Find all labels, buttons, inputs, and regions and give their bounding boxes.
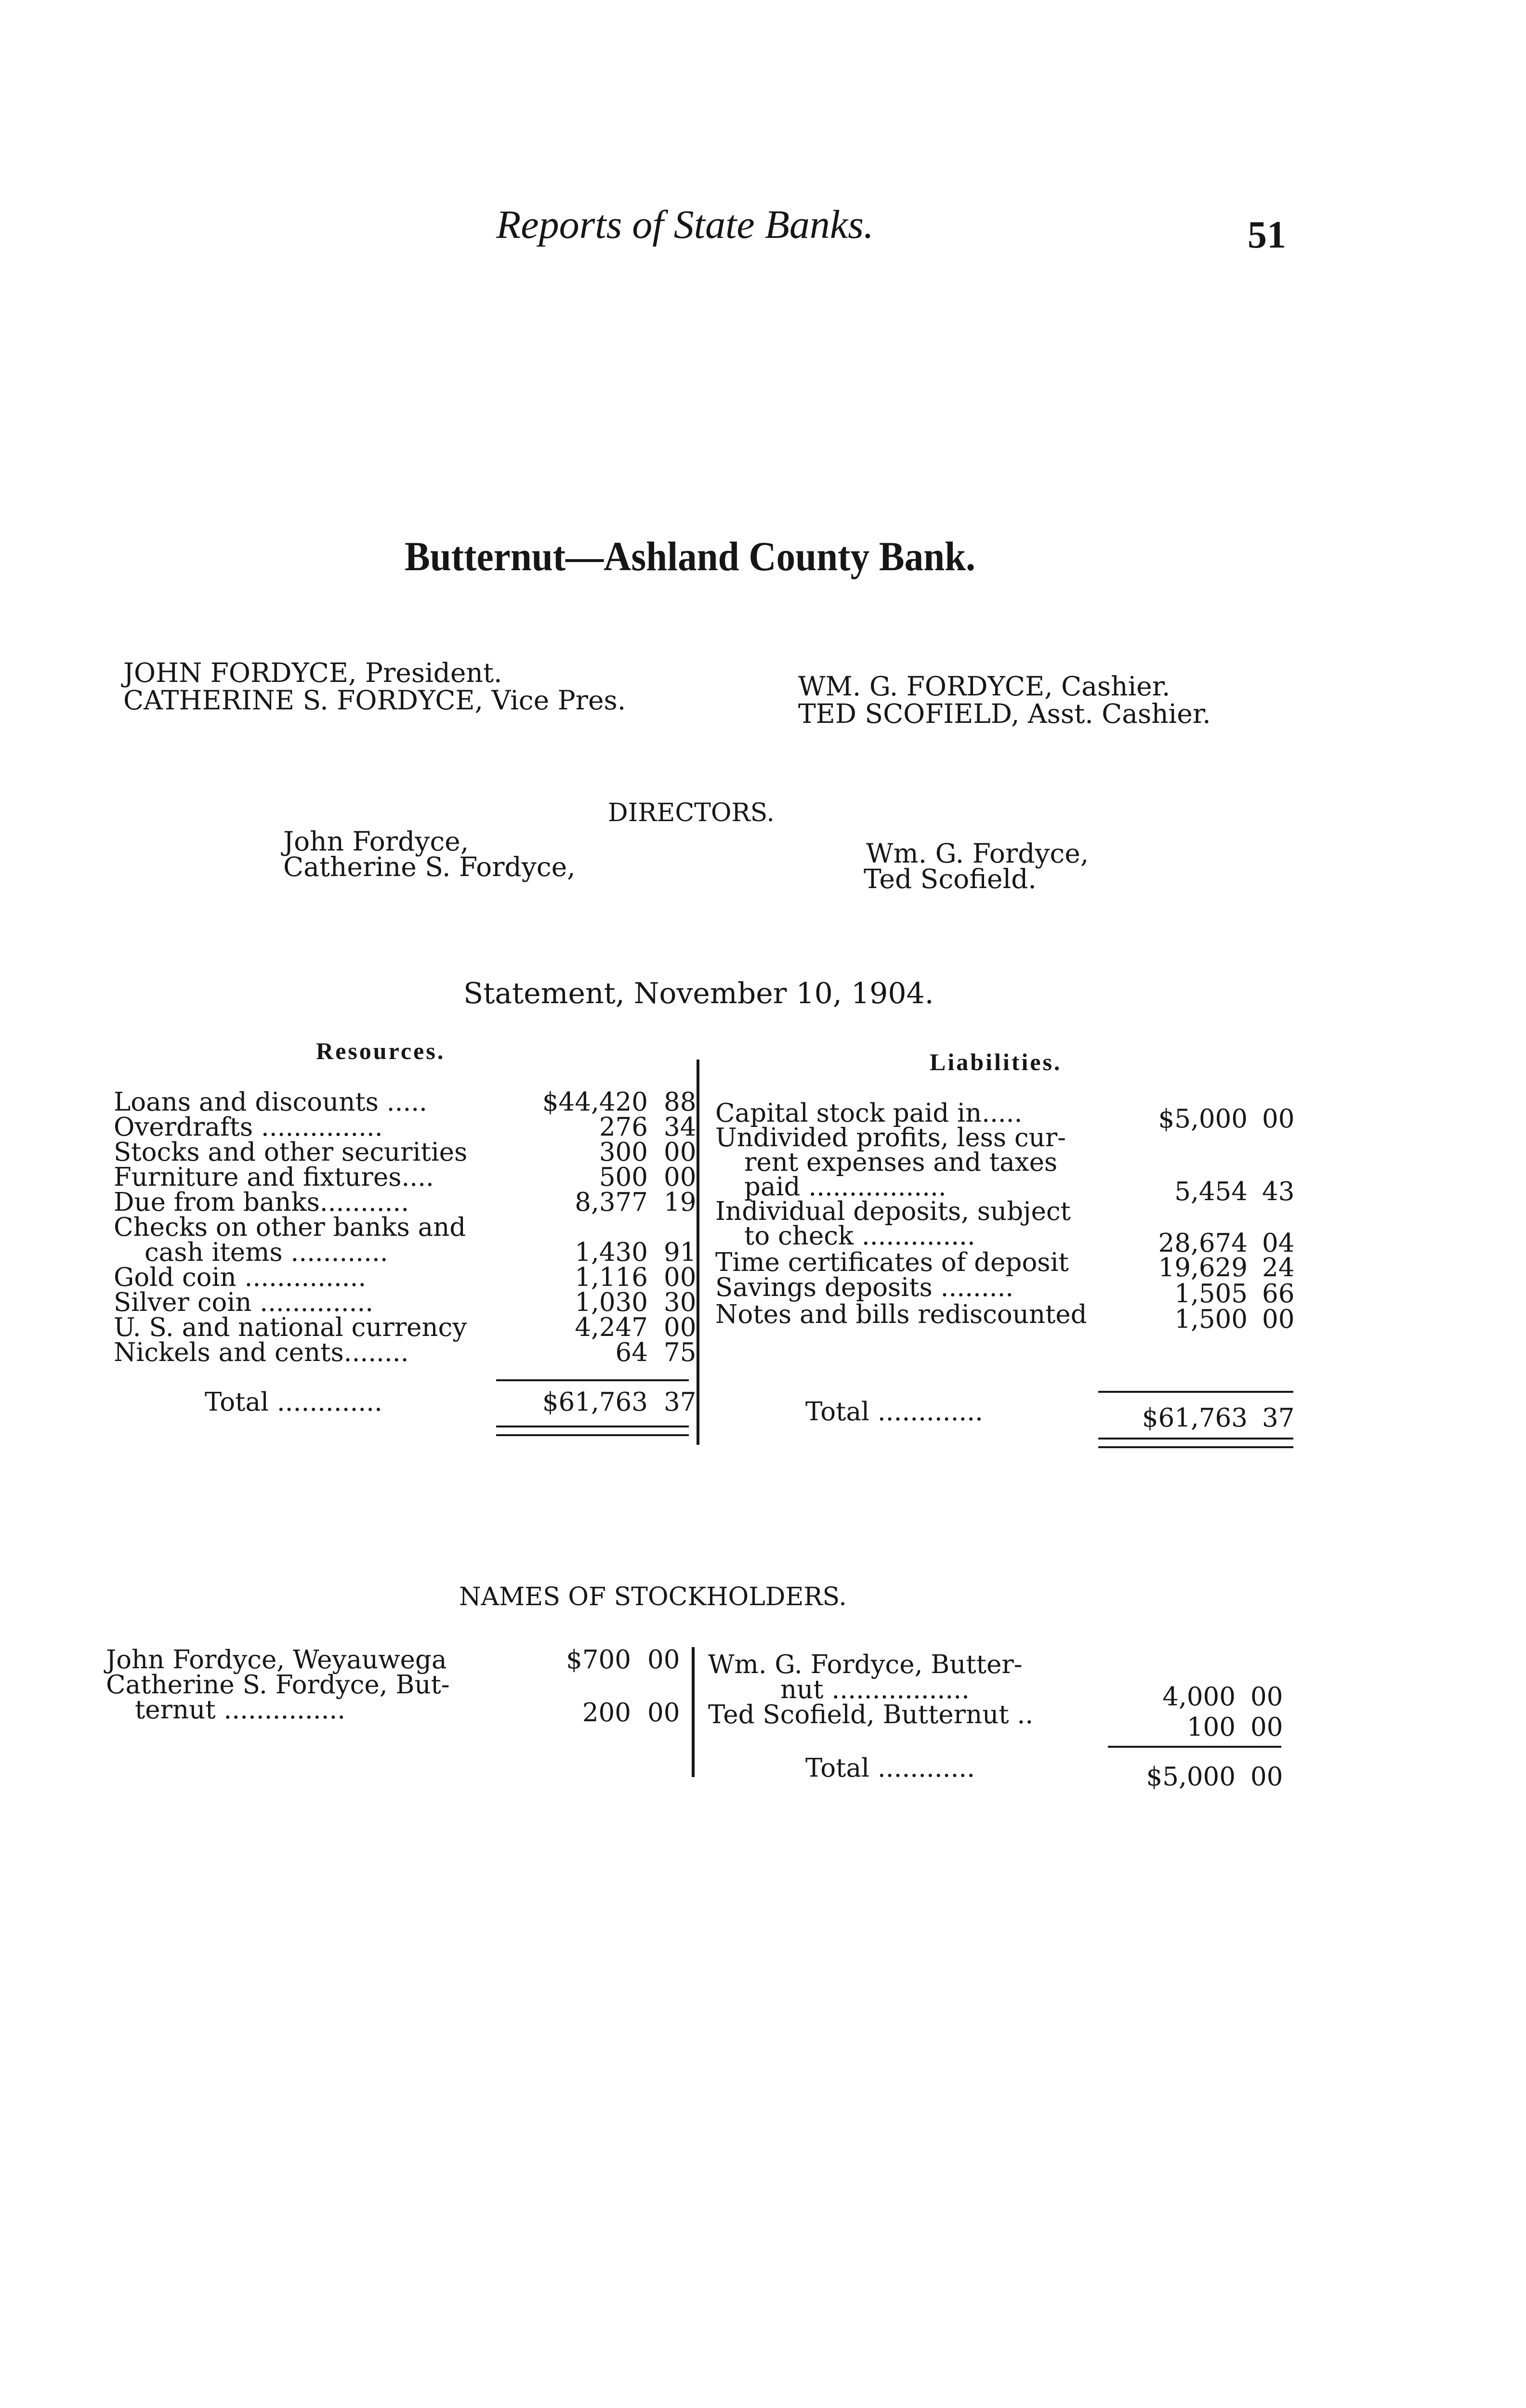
resource-dollars: 8,377 bbox=[575, 1188, 648, 1217]
stockholder-label: Wm. G. Fordyce, Butter- bbox=[708, 1650, 1023, 1679]
liability-dollars: 19,629 bbox=[1158, 1253, 1248, 1283]
officer-asst-cashier: TED SCOFIELD, Asst. Cashier. bbox=[798, 698, 1211, 729]
resource-label: Due from banks........... bbox=[114, 1188, 409, 1217]
bank-title: Butternut—Ashland County Bank. bbox=[405, 533, 975, 579]
stockholder-label: ternut ............... bbox=[135, 1695, 346, 1725]
director-name: Ted Scofield. bbox=[864, 864, 1037, 894]
resource-label: Silver coin .............. bbox=[114, 1288, 374, 1317]
resource-dollars: 300 bbox=[599, 1138, 648, 1167]
resources-double-rule bbox=[496, 1426, 689, 1427]
liability-cents: 66 bbox=[1262, 1279, 1295, 1309]
resource-label: Furniture and fixtures.... bbox=[114, 1163, 434, 1192]
liability-label: rent expenses and taxes bbox=[744, 1148, 1058, 1177]
resource-label: Checks on other banks and bbox=[114, 1213, 466, 1242]
liabilities-double-rule bbox=[1098, 1446, 1293, 1448]
liabilities-total-label: Total ............. bbox=[805, 1397, 983, 1426]
resource-cents: 75 bbox=[664, 1338, 697, 1367]
resource-cents: 00 bbox=[664, 1138, 697, 1167]
liabilities-total-cents: 37 bbox=[1262, 1403, 1295, 1433]
resource-cents: 34 bbox=[664, 1112, 697, 1142]
resource-cents: 19 bbox=[664, 1188, 697, 1217]
stockholder-cents: 00 bbox=[647, 1698, 680, 1727]
resources-total-dollars: $61,763 bbox=[542, 1387, 648, 1417]
stockholder-dollars: 200 bbox=[582, 1698, 631, 1727]
resource-dollars: 1,030 bbox=[575, 1288, 648, 1317]
stockholder-cents: 00 bbox=[647, 1645, 680, 1675]
resource-label: U. S. and national currency bbox=[114, 1313, 467, 1342]
officer-president: JOHN FORDYCE, President. bbox=[123, 657, 502, 688]
stockholders-total-dollars: $5,000 bbox=[1146, 1762, 1236, 1792]
stockholder-label: nut ................. bbox=[780, 1675, 970, 1704]
resource-dollars: $44,420 bbox=[542, 1087, 648, 1117]
stockholder-cents: 00 bbox=[1250, 1713, 1283, 1742]
resource-cents: 91 bbox=[664, 1238, 697, 1267]
running-title: Reports of State Banks. bbox=[496, 202, 874, 247]
resource-label: Nickels and cents........ bbox=[114, 1338, 409, 1367]
stockholders-total-label: Total ............ bbox=[805, 1754, 975, 1783]
resource-cents: 88 bbox=[664, 1087, 697, 1117]
liabilities-total-rule bbox=[1098, 1391, 1293, 1393]
stockholders-total-rule bbox=[1108, 1746, 1281, 1748]
statement-title: Statement, November 10, 1904. bbox=[463, 977, 934, 1010]
resource-dollars: 1,116 bbox=[575, 1263, 648, 1292]
liability-label: Savings deposits ......... bbox=[715, 1273, 1014, 1302]
resource-dollars: 500 bbox=[599, 1163, 648, 1192]
resource-cents: 00 bbox=[664, 1313, 697, 1342]
resource-label: Gold coin ............... bbox=[114, 1263, 367, 1292]
resource-dollars: 4,247 bbox=[575, 1313, 648, 1342]
resources-total-cents: 37 bbox=[664, 1387, 697, 1417]
liability-cents: 04 bbox=[1262, 1229, 1295, 1258]
resource-cents: 30 bbox=[664, 1288, 697, 1317]
stockholder-dollars: 4,000 bbox=[1162, 1682, 1236, 1712]
resource-dollars: 64 bbox=[615, 1338, 648, 1367]
director-name: Catherine S. Fordyce, bbox=[283, 851, 576, 882]
directors-heading: DIRECTORS. bbox=[608, 798, 775, 827]
liability-cents: 24 bbox=[1262, 1253, 1295, 1283]
resource-cents: 00 bbox=[664, 1263, 697, 1292]
liabilities-heading: Liabilities. bbox=[930, 1048, 1062, 1075]
liability-dollars: 1,505 bbox=[1174, 1279, 1248, 1309]
resources-total-label: Total ............. bbox=[205, 1387, 382, 1417]
director-name: Wm. G. Fordyce, bbox=[866, 838, 1089, 869]
liabilities-total-dollars: $61,763 bbox=[1142, 1403, 1248, 1433]
resources-total-rule bbox=[496, 1379, 689, 1381]
director-name: John Fordyce, bbox=[283, 826, 469, 857]
liability-cents: 43 bbox=[1262, 1177, 1295, 1206]
liabilities-double-rule bbox=[1098, 1438, 1293, 1440]
stockholder-label: John Fordyce, Weyauwega bbox=[106, 1645, 447, 1675]
liability-dollars: 5,454 bbox=[1174, 1177, 1248, 1206]
stockholder-label: Ted Scofield, Butternut .. bbox=[708, 1700, 1034, 1729]
liability-dollars: 1,500 bbox=[1174, 1305, 1248, 1334]
stockholders-total-cents: 00 bbox=[1250, 1762, 1283, 1792]
statement-column-divider bbox=[697, 1060, 699, 1445]
stockholder-label: Catherine S. Fordyce, But- bbox=[106, 1670, 450, 1700]
liability-cents: 00 bbox=[1262, 1305, 1295, 1334]
officer-cashier: WM. G. FORDYCE, Cashier. bbox=[798, 671, 1171, 702]
resources-double-rule bbox=[496, 1434, 689, 1436]
liability-label: Individual deposits, subject bbox=[715, 1197, 1071, 1226]
stockholders-heading: NAMES OF STOCKHOLDERS. bbox=[459, 1583, 847, 1611]
stockholders-column-divider bbox=[692, 1647, 695, 1777]
liability-label: Capital stock paid in..... bbox=[715, 1099, 1023, 1128]
resource-label: Stocks and other securities bbox=[114, 1138, 468, 1167]
liability-dollars: 28,674 bbox=[1158, 1229, 1248, 1258]
officer-vice-president: CATHERINE S. FORDYCE, Vice Pres. bbox=[123, 685, 626, 716]
resource-dollars: 1,430 bbox=[575, 1238, 648, 1267]
resource-cents: 00 bbox=[664, 1163, 697, 1192]
liability-dollars: $5,000 bbox=[1158, 1104, 1248, 1134]
liability-label: to check .............. bbox=[744, 1221, 975, 1251]
liability-label: Time certificates of deposit bbox=[715, 1248, 1069, 1277]
resource-label: Loans and discounts ..... bbox=[114, 1087, 427, 1117]
resource-label: cash items ............ bbox=[145, 1238, 388, 1267]
resources-heading: Resources. bbox=[316, 1037, 446, 1064]
liability-label: Notes and bills rediscounted bbox=[715, 1300, 1087, 1329]
stockholder-cents: 00 bbox=[1250, 1682, 1283, 1712]
liability-label: Undivided profits, less cur- bbox=[715, 1123, 1066, 1152]
stockholder-dollars: $700 bbox=[566, 1645, 631, 1675]
liability-label: paid ................. bbox=[744, 1172, 947, 1202]
resource-dollars: 276 bbox=[599, 1112, 648, 1142]
liability-cents: 00 bbox=[1262, 1104, 1295, 1134]
page-number: 51 bbox=[1248, 214, 1286, 256]
stockholder-dollars: 100 bbox=[1186, 1713, 1236, 1742]
resource-label: Overdrafts ............... bbox=[114, 1112, 383, 1142]
